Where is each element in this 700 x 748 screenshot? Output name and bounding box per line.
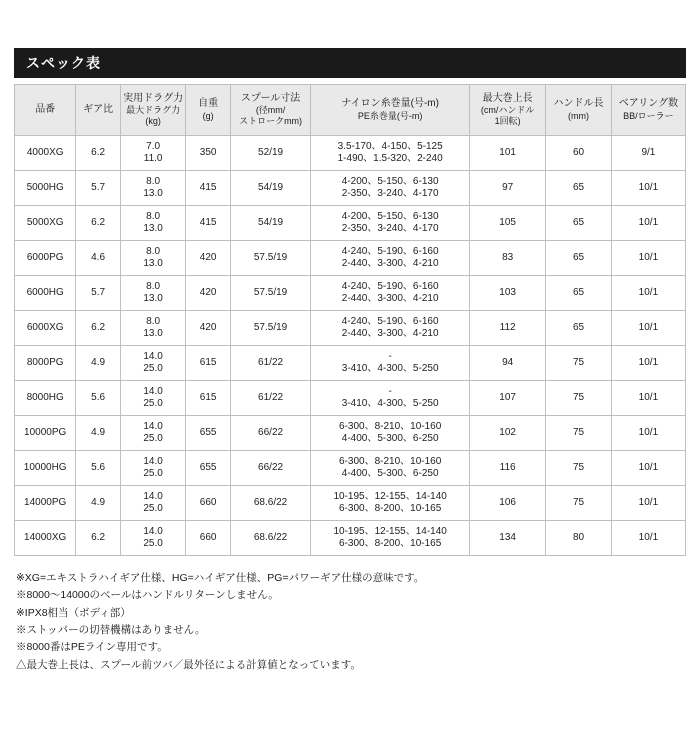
cell-handle: 75 [546,346,612,381]
cell-weight: 660 [186,521,230,556]
table-row [15,136,686,171]
cell-line: 10-195、12-155、14-140 6-300、8-200、10-165 [311,521,470,556]
col-header-model: 品番 [15,85,76,136]
cell-gear: 4.9 [76,486,120,521]
cell-gear: 4.6 [76,241,120,276]
cell-line: - 3-410、4-300、5-250 [311,346,470,381]
cell-weight: 420 [186,311,230,346]
cell-line: 4-200、5-150、6-130 2-350、3-240、4-170 [311,206,470,241]
cell-model: 4000XG [15,136,76,171]
footnote-item: ※8000〜14000のベールはハンドルリターンしません。 [16,589,279,602]
cell-drag: 14.0 25.0 [120,381,186,416]
cell-retrieve: 107 [470,381,546,416]
cell-bearing: 10/1 [611,171,685,206]
cell-drag: 7.0 11.0 [120,136,186,171]
cell-weight: 420 [186,276,230,311]
cell-spool: 54/19 [230,171,310,206]
cell-spool: 61/22 [230,381,310,416]
cell-gear: 6.2 [76,136,120,171]
cell-handle: 65 [546,171,612,206]
cell-bearing: 10/1 [611,451,685,486]
table-row [15,521,686,556]
table-header-row [15,85,686,136]
cell-model: 5000XG [15,206,76,241]
cell-bearing: 10/1 [611,241,685,276]
col-header-weight: 自重 (g) [186,85,230,136]
table-row [15,486,686,521]
cell-spool: 57.5/19 [230,311,310,346]
cell-drag: 14.0 25.0 [120,346,186,381]
cell-retrieve: 112 [470,311,546,346]
cell-line: 6-300、8-210、10-160 4-400、5-300、6-250 [311,451,470,486]
table-row [15,311,686,346]
cell-spool: 68.6/22 [230,486,310,521]
cell-weight: 655 [186,451,230,486]
cell-line: 4-200、5-150、6-130 2-350、3-240、4-170 [311,171,470,206]
table-row [15,241,686,276]
cell-retrieve: 134 [470,521,546,556]
col-header-gear-ratio: ギア比 [76,85,120,136]
cell-drag: 14.0 25.0 [120,521,186,556]
footnotes [14,570,686,674]
table-row [15,381,686,416]
col-header-drag: 実用ドラグ力 最大ドラグ力 (kg) [120,85,186,136]
table-row [15,276,686,311]
cell-retrieve: 94 [470,346,546,381]
cell-spool: 66/22 [230,451,310,486]
cell-model: 8000PG [15,346,76,381]
table-row [15,206,686,241]
cell-bearing: 10/1 [611,276,685,311]
cell-spool: 52/19 [230,136,310,171]
cell-bearing: 10/1 [611,311,685,346]
cell-handle: 80 [546,521,612,556]
cell-bearing: 9/1 [611,136,685,171]
spec-page [0,48,700,748]
cell-handle: 75 [546,381,612,416]
footnote-item: ※IPX8相当（ボディ部） [16,606,131,619]
cell-weight: 615 [186,381,230,416]
cell-retrieve: 116 [470,451,546,486]
cell-handle: 75 [546,451,612,486]
cell-model: 10000PG [15,416,76,451]
footnote-item: △最大巻上長は、スプール前ツバ／最外径による計算値となっています。 [16,658,361,671]
cell-model: 6000HG [15,276,76,311]
col-header-line-capacity: ナイロン糸巻量(号-m) PE糸巻量(号-m) [311,85,470,136]
cell-model: 10000HG [15,451,76,486]
spec-table [14,84,686,556]
cell-handle: 65 [546,206,612,241]
cell-line: 4-240、5-190、6-160 2-440、3-300、4-210 [311,241,470,276]
cell-bearing: 10/1 [611,206,685,241]
cell-line: 4-240、5-190、6-160 2-440、3-300、4-210 [311,276,470,311]
cell-weight: 415 [186,206,230,241]
cell-retrieve: 101 [470,136,546,171]
cell-model: 8000HG [15,381,76,416]
col-header-bearings: ベアリング数 BB/ローラー [611,85,685,136]
cell-drag: 8.0 13.0 [120,171,186,206]
cell-weight: 415 [186,171,230,206]
cell-drag: 8.0 13.0 [120,311,186,346]
cell-gear: 4.9 [76,346,120,381]
table-row [15,451,686,486]
cell-model: 6000PG [15,241,76,276]
cell-retrieve: 102 [470,416,546,451]
cell-spool: 54/19 [230,206,310,241]
page-title: スペック表 [26,55,101,71]
cell-line: 3.5-170、4-150、5-125 1-490、1.5-320、2-240 [311,136,470,171]
cell-handle: 75 [546,486,612,521]
table-row [15,171,686,206]
cell-drag: 14.0 25.0 [120,451,186,486]
cell-line: 10-195、12-155、14-140 6-300、8-200、10-165 [311,486,470,521]
cell-retrieve: 97 [470,171,546,206]
cell-drag: 8.0 13.0 [120,276,186,311]
cell-handle: 65 [546,276,612,311]
cell-model: 6000XG [15,311,76,346]
cell-gear: 6.2 [76,311,120,346]
footnote-item: ※8000番はPEライン専用です。 [16,641,168,654]
cell-spool: 57.5/19 [230,276,310,311]
cell-weight: 660 [186,486,230,521]
cell-drag: 8.0 13.0 [120,206,186,241]
cell-handle: 65 [546,241,612,276]
col-header-spool: スプール寸法 (径mm/ ストロークmm) [230,85,310,136]
cell-line: - 3-410、4-300、5-250 [311,381,470,416]
cell-spool: 66/22 [230,416,310,451]
cell-drag: 8.0 13.0 [120,241,186,276]
cell-gear: 5.6 [76,451,120,486]
cell-gear: 5.7 [76,276,120,311]
col-header-handle-length: ハンドル長 (mm) [546,85,612,136]
footnote-item: ※ストッパーの切替機構はありません。 [16,623,206,636]
cell-retrieve: 105 [470,206,546,241]
cell-line: 6-300、8-210、10-160 4-400、5-300、6-250 [311,416,470,451]
cell-handle: 65 [546,311,612,346]
cell-weight: 615 [186,346,230,381]
cell-line: 4-240、5-190、6-160 2-440、3-300、4-210 [311,311,470,346]
cell-model: 14000XG [15,521,76,556]
cell-model: 14000PG [15,486,76,521]
cell-gear: 6.2 [76,206,120,241]
cell-gear: 4.9 [76,416,120,451]
cell-weight: 420 [186,241,230,276]
table-body [15,136,686,556]
cell-bearing: 10/1 [611,416,685,451]
cell-handle: 60 [546,136,612,171]
cell-retrieve: 83 [470,241,546,276]
cell-bearing: 10/1 [611,486,685,521]
footnote-item: ※XG=エキストラハイギア仕様、HG=ハイギア仕様、PG=パワーギア仕様の意味です。 [16,572,425,584]
table-row [15,346,686,381]
cell-handle: 75 [546,416,612,451]
cell-gear: 5.6 [76,381,120,416]
page-title-bar [14,48,686,78]
cell-gear: 6.2 [76,521,120,556]
cell-drag: 14.0 25.0 [120,486,186,521]
cell-weight: 655 [186,416,230,451]
cell-spool: 61/22 [230,346,310,381]
col-header-retrieve-per-crank: 最大巻上長 (cm/ハンドル 1回転) [470,85,546,136]
table-row [15,416,686,451]
cell-retrieve: 106 [470,486,546,521]
cell-retrieve: 103 [470,276,546,311]
cell-model: 5000HG [15,171,76,206]
cell-drag: 14.0 25.0 [120,416,186,451]
cell-bearing: 10/1 [611,521,685,556]
cell-spool: 57.5/19 [230,241,310,276]
cell-spool: 68.6/22 [230,521,310,556]
cell-weight: 350 [186,136,230,171]
cell-bearing: 10/1 [611,346,685,381]
cell-gear: 5.7 [76,171,120,206]
cell-bearing: 10/1 [611,381,685,416]
